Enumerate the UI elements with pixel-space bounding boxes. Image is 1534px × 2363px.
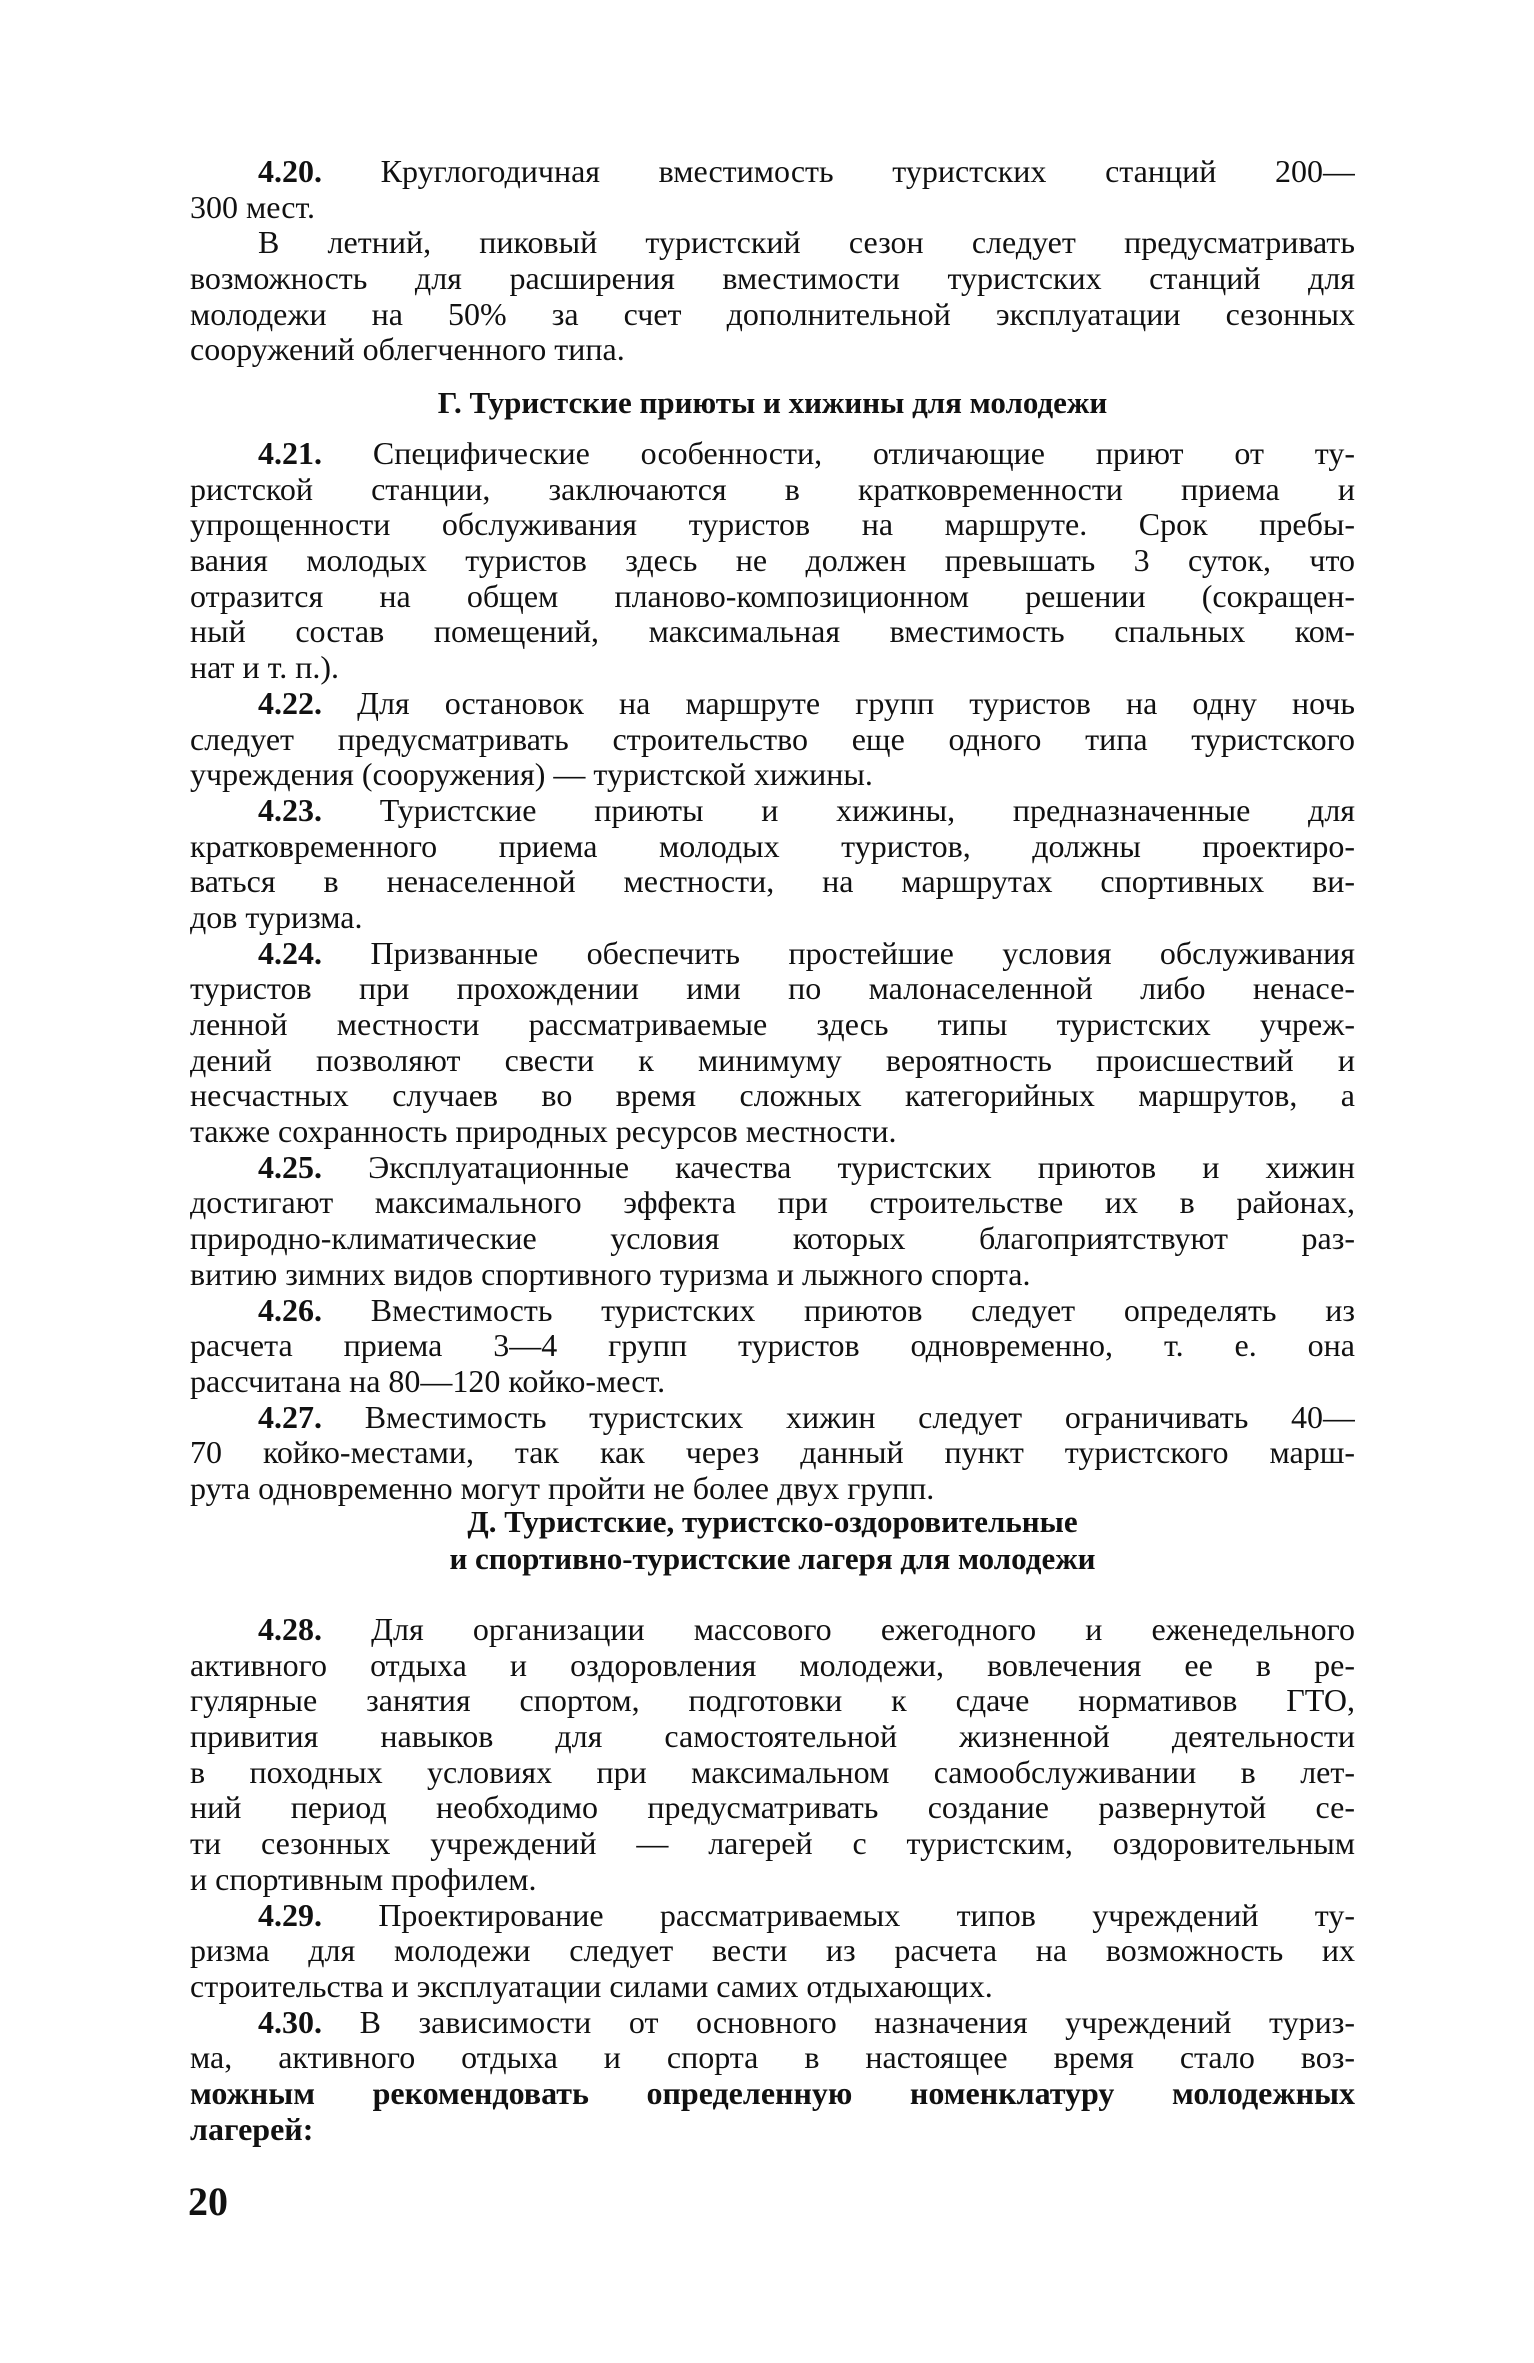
- section-heading-d-line1: Д. Туристские, туристско-оздоровительные: [467, 1504, 1078, 1539]
- text-line: [190, 261, 1355, 297]
- paragraph: [190, 1400, 1355, 1507]
- line-text: Для остановок на маршруте групп туристов на одну ночь: [357, 685, 1355, 721]
- text-line: [190, 2040, 1355, 2076]
- line-text: Вместимость туристских хижин следует ограничивать 40—: [364, 1399, 1355, 1435]
- section-g-text: [190, 436, 1355, 1507]
- line-text: витию зимних видов спортивного туризма и лыжного спорта.: [190, 1256, 1031, 1292]
- line-text: отразится на общем планово-композиционном решении (сокращен-: [190, 578, 1355, 614]
- line-text: Специфические особенности, отличающие приют от ту-: [372, 436, 1355, 471]
- text-line: [190, 579, 1355, 615]
- paragraph-number: 4.27.: [258, 1399, 322, 1435]
- line-text: ный состав помещений, максимальная вместимость спальных ком-: [190, 614, 1355, 650]
- line-text: В летний, пиковый туристский сезон следует предусматривать: [258, 225, 1355, 261]
- text-line: [190, 614, 1355, 650]
- line-text: Проектирование рассматриваемых типов учреждений ту-: [378, 1897, 1355, 1933]
- paragraph-number: 4.20.: [258, 154, 322, 189]
- paragraph-number: 4.30.: [258, 2004, 322, 2040]
- text-line: [190, 1755, 1355, 1791]
- paragraph-number: 4.23.: [258, 792, 322, 828]
- text-line: [190, 190, 1355, 226]
- line-text: учреждения (сооружения) — туристской хижины.: [190, 757, 873, 793]
- text-line: [190, 2076, 1355, 2112]
- section-heading-d: [190, 1503, 1355, 1577]
- line-text: вания молодых туристов здесь не должен превышать 3 суток, что: [190, 543, 1355, 579]
- line-text: возможность для расширения вместимости туристских станций для: [190, 261, 1355, 297]
- line-text: ризма для молодежи следует вести из расчета на возможность их: [190, 1933, 1355, 1969]
- line-text: и спортивным профилем.: [190, 1861, 537, 1897]
- text-line: [190, 1471, 1355, 1507]
- section-heading-d-line2: и спортивно-туристские лагеря для молодежи: [449, 1541, 1096, 1576]
- text-line: [190, 722, 1355, 758]
- text-line: [190, 936, 1355, 972]
- text-line: [190, 1933, 1355, 1969]
- line-text: дов туризма.: [190, 899, 363, 935]
- text-line: [190, 1328, 1355, 1364]
- paragraph-number: 4.28.: [258, 1612, 322, 1647]
- text-line: [190, 1969, 1355, 2005]
- paragraph: [190, 1898, 1355, 2005]
- line-text: активного отдыха и оздоровления молодежи, вовлечения ее в ре-: [190, 1647, 1355, 1683]
- text-line: [190, 1862, 1355, 1898]
- text-line: [190, 1648, 1355, 1684]
- section-v-text: [190, 154, 1355, 368]
- line-text: рута одновременно могут пройти не более двух групп.: [190, 1470, 935, 1506]
- section-heading-g: Г. Туристские приюты и хижины для молодежи: [437, 385, 1108, 420]
- text-line: [190, 1435, 1355, 1471]
- line-text: ристской станции, заключаются в кратковременности приема и: [190, 471, 1355, 507]
- paragraph: [190, 793, 1355, 936]
- paragraph-number: 4.26.: [258, 1292, 322, 1328]
- text-line: [190, 154, 1355, 190]
- line-text: туристов при прохождении ими по малонаселенной либо ненасе-: [190, 971, 1355, 1007]
- text-line: [190, 686, 1355, 722]
- text-line: [190, 297, 1355, 333]
- text-line: [190, 543, 1355, 579]
- line-text: Эксплуатационные качества туристских приютов и хижин: [368, 1149, 1355, 1185]
- line-text: Призванные обеспечить простейшие условия обслуживания: [370, 935, 1355, 971]
- text-line: [190, 1612, 1355, 1648]
- text-line: [190, 1185, 1355, 1221]
- text-line: [190, 829, 1355, 865]
- text-line: [190, 2005, 1355, 2041]
- paragraph-number: 4.25.: [258, 1149, 322, 1185]
- line-text: 300 мест.: [190, 189, 316, 225]
- text-line: [190, 1719, 1355, 1755]
- text-line: [190, 1683, 1355, 1719]
- text-line: [190, 1257, 1355, 1293]
- text-line: [190, 436, 1355, 472]
- text-line: [190, 507, 1355, 543]
- page-number: 20: [188, 2179, 228, 2224]
- text-line: [190, 1364, 1355, 1400]
- paragraph-number: 4.21.: [258, 436, 322, 471]
- text-line: [190, 1114, 1355, 1150]
- text-line: [190, 2112, 1355, 2148]
- text-line: [190, 650, 1355, 686]
- text-line: [190, 1007, 1355, 1043]
- paragraph-number: 4.22.: [258, 685, 322, 721]
- line-text: следует предусматривать строительство еще одного типа туристского: [190, 721, 1355, 757]
- line-text: несчастных случаев во время сложных категорийных маршрутов, а: [190, 1078, 1355, 1114]
- text-line: [190, 793, 1355, 829]
- line-text: Вместимость туристских приютов следует определять из: [370, 1292, 1355, 1328]
- line-text: 70 койко-местами, так как через данный пункт туристского марш-: [190, 1435, 1355, 1471]
- paragraph: [190, 436, 1355, 686]
- paragraph: [190, 1612, 1355, 1898]
- text-line: [190, 225, 1355, 261]
- line-text: Туристские приюты и хижины, предназначенные для: [379, 792, 1355, 828]
- text-line: [190, 1150, 1355, 1186]
- paragraph: [190, 154, 1355, 225]
- text-line: [190, 332, 1355, 368]
- text-line: [190, 1078, 1355, 1114]
- paragraph: [190, 936, 1355, 1150]
- line-text: гулярные занятия спортом, подготовки к сдаче нормативов ГТО,: [190, 1683, 1355, 1719]
- line-text: строительства и эксплуатации силами самих отдыхающих.: [190, 1968, 993, 2004]
- text-line: [190, 1293, 1355, 1329]
- text-line: [190, 1221, 1355, 1257]
- line-text: Круглогодичная вместимость туристских станций 200—: [380, 154, 1355, 189]
- paragraph: [190, 686, 1355, 793]
- paragraph: [190, 1293, 1355, 1400]
- paragraph: [190, 1150, 1355, 1293]
- line-text: упрощенности обслуживания туристов на маршруте. Срок пребы-: [190, 507, 1355, 543]
- line-text: В зависимости от основного назначения учреждений туриз-: [359, 2004, 1355, 2040]
- line-text: лагерей:: [190, 2111, 314, 2147]
- line-text: молодежи на 50% за счет дополнительной эксплуатации сезонных: [190, 296, 1355, 332]
- line-text: также сохранность природных ресурсов местности.: [190, 1114, 897, 1150]
- text-line: [190, 472, 1355, 508]
- line-text: достигают максимального эффекта при строительстве их в районах,: [190, 1185, 1355, 1221]
- paragraph-number: 4.29.: [258, 1897, 322, 1933]
- line-text: ма, активного отдыха и спорта в настоящее время стало воз-: [190, 2040, 1355, 2076]
- text-line: [190, 757, 1355, 793]
- paragraph-number: 4.24.: [258, 935, 322, 971]
- text-line: [190, 971, 1355, 1007]
- line-text: дений позволяют свести к минимуму вероятность происшествий и: [190, 1042, 1355, 1078]
- line-text: ваться в ненаселенной местности, на маршрутах спортивных ви-: [190, 864, 1355, 900]
- paragraph: [190, 225, 1355, 368]
- text-line: [190, 1826, 1355, 1862]
- text-line: [190, 864, 1355, 900]
- line-text: ти сезонных учреждений — лагерей с туристским, оздоровительным: [190, 1826, 1355, 1862]
- line-text: природно-климатические условия которых благоприятствуют раз-: [190, 1221, 1355, 1257]
- text-line: [190, 1400, 1355, 1436]
- line-text: можным рекомендовать определенную номенклатуру молодежных: [190, 2075, 1355, 2111]
- paragraph: [190, 2005, 1355, 2148]
- line-text: привития навыков для самостоятельной жизненной деятельности: [190, 1719, 1355, 1755]
- line-text: кратковременного приема молодых туристов, должны проектиро-: [190, 828, 1355, 864]
- text-line: [190, 1790, 1355, 1826]
- line-text: расчета приема 3—4 групп туристов одновременно, т. е. она: [190, 1328, 1355, 1364]
- line-text: сооружений облегченного типа.: [190, 332, 625, 368]
- text-line: [190, 1898, 1355, 1934]
- text-line: [190, 900, 1355, 936]
- section-d-text: [190, 1612, 1355, 2147]
- line-text: Для организации массового ежегодного и еженедельного: [371, 1612, 1355, 1647]
- line-text: рассчитана на 80—120 койко-мест.: [190, 1363, 666, 1399]
- line-text: ний период необходимо предусматривать создание развернутой се-: [190, 1790, 1355, 1826]
- text-line: [190, 1043, 1355, 1079]
- line-text: нат и т. п.).: [190, 650, 339, 686]
- line-text: ленной местности рассматриваемые здесь типы туристских учреж-: [190, 1007, 1355, 1042]
- line-text: в походных условиях при максимальном самообслуживании в лет-: [190, 1754, 1355, 1790]
